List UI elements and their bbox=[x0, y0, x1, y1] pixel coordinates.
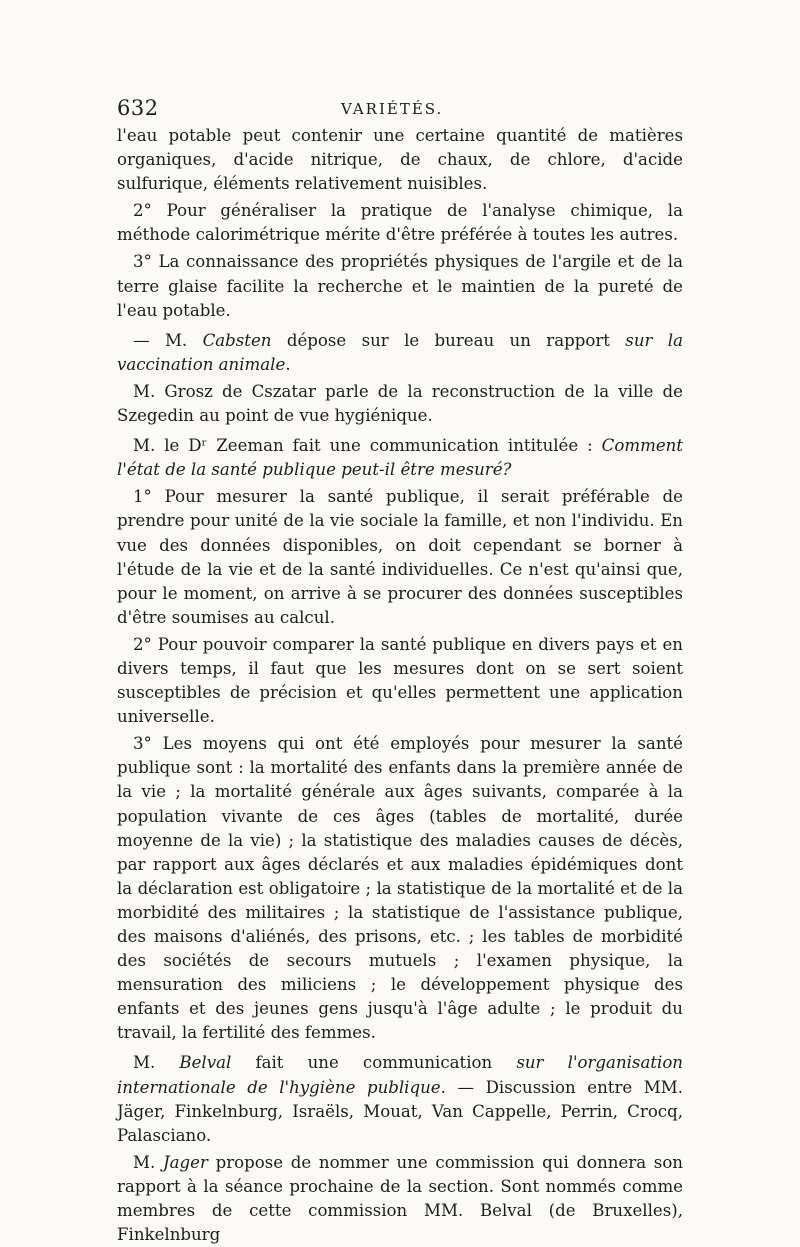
report-title: sur la vaccination animale bbox=[117, 330, 683, 374]
speaker-name: Belval bbox=[179, 1053, 232, 1073]
text-run: . bbox=[285, 354, 291, 374]
text-run: . — Discussion entre MM. Jäger, Finkelnburg, Israëls, Mouat, Van Cappelle, Perrin, Crocq, Palasciano. bbox=[117, 1077, 683, 1145]
page-number: 632 bbox=[117, 96, 159, 120]
text-run: M. bbox=[133, 1152, 163, 1172]
text-run: dépose sur le bureau un rapport bbox=[271, 330, 626, 350]
paragraph-point-3-measurement-means: 3° Les moyens qui ont été employés pour mesurer la santé publique sont : la mortalité des enfants dans la première année de la vie ; la mortalité générale aux âges suivants, comparée à la population vivante de ces âges (tables de mortalité, durée moyenne de la vie) ; la statistique des maladies causes de décès, par rapport aux âges déclarés et aux maladies épidémiques dont la déclaration est obligatoire ; la statistique de la mortalité et de la morbidité des militaires ; la statistique de l'assistance publique, des maisons d'aliénés, des prisons, etc. ; les tables de morbidité des sociétés de secours mutuels ; l'examen physique, la mensuration des miliciens ; le développement physique des enfants et des jeunes gens jusqu'à l'âge adulte ; le produit du travail, la fertilité des femmes. bbox=[117, 734, 683, 1043]
speaker-name: Cabsten bbox=[202, 330, 272, 350]
speaker-name: Jager bbox=[162, 1152, 208, 1172]
paragraph-point-2-comparison: 2° Pour pouvoir comparer la santé publique en divers pays et en divers temps, il faut que les mesures dont on se sert soient susceptibles de précision et qu'elles permettent une application universelle. bbox=[117, 634, 683, 727]
paragraph-cabsten-report bbox=[117, 329, 683, 377]
text-run: fait une communication bbox=[231, 1053, 517, 1073]
communication-title: Comment l'état de la santé publique peut-il être mesuré? bbox=[117, 436, 683, 480]
paragraph-zeeman-communication bbox=[117, 434, 683, 482]
paragraph-grosz-szegedin: M. Grosz de Cszatar parle de la reconstruction de la ville de Szegedin au point de vue hygiénique. bbox=[117, 381, 683, 426]
text-run: — M. bbox=[133, 330, 203, 350]
page-header bbox=[117, 96, 683, 126]
paragraph-belval-communication bbox=[117, 1051, 683, 1147]
text-run: propose de nommer une commission qui donnera son rapport à la séance prochaine de la section. Sont nommés comme membres de cette commission MM. Belval (de Bruxelles), Finkelnburg bbox=[117, 1152, 683, 1245]
paragraph-jager-commission bbox=[117, 1151, 683, 1247]
paragraph-point-3-clay-properties: 3° La connaissance des propriétés physiques de l'argile et de la terre glaise facilite la recherche et le maintien de la pureté de l'eau potable. bbox=[117, 252, 683, 320]
running-title: VARIÉTÉS. bbox=[341, 100, 444, 118]
page-body bbox=[117, 124, 683, 1247]
communication-title: sur l'organisation internationale de l'hygiène publique bbox=[117, 1053, 683, 1097]
paragraph-water-contents: l'eau potable peut contenir une certaine quantité de matières organiques, d'acide nitrique, de chaux, de chlore, d'acide sulfurique, éléments relativement nuisibles. bbox=[117, 126, 683, 194]
text-run: M. bbox=[133, 1053, 180, 1073]
text-run: M. le Dʳ Zeeman fait une communication intitulée : bbox=[133, 436, 602, 456]
paragraph-point-1-family-unit: 1° Pour mesurer la santé publique, il serait préférable de prendre pour unité de la vie sociale la famille, et non l'individu. En vue des données disponibles, on doit cependant se borner à l'étude de la vie et de la santé individuelles. Ce n'est qu'ainsi que, pour le moment, on arrive à se procurer des données susceptibles d'être soumises au calcul. bbox=[117, 487, 683, 627]
paragraph-point-2-chemical-analysis: 2° Pour généraliser la pratique de l'analyse chimique, la méthode calorimétrique mérite d'être préférée à toutes les autres. bbox=[117, 201, 683, 245]
